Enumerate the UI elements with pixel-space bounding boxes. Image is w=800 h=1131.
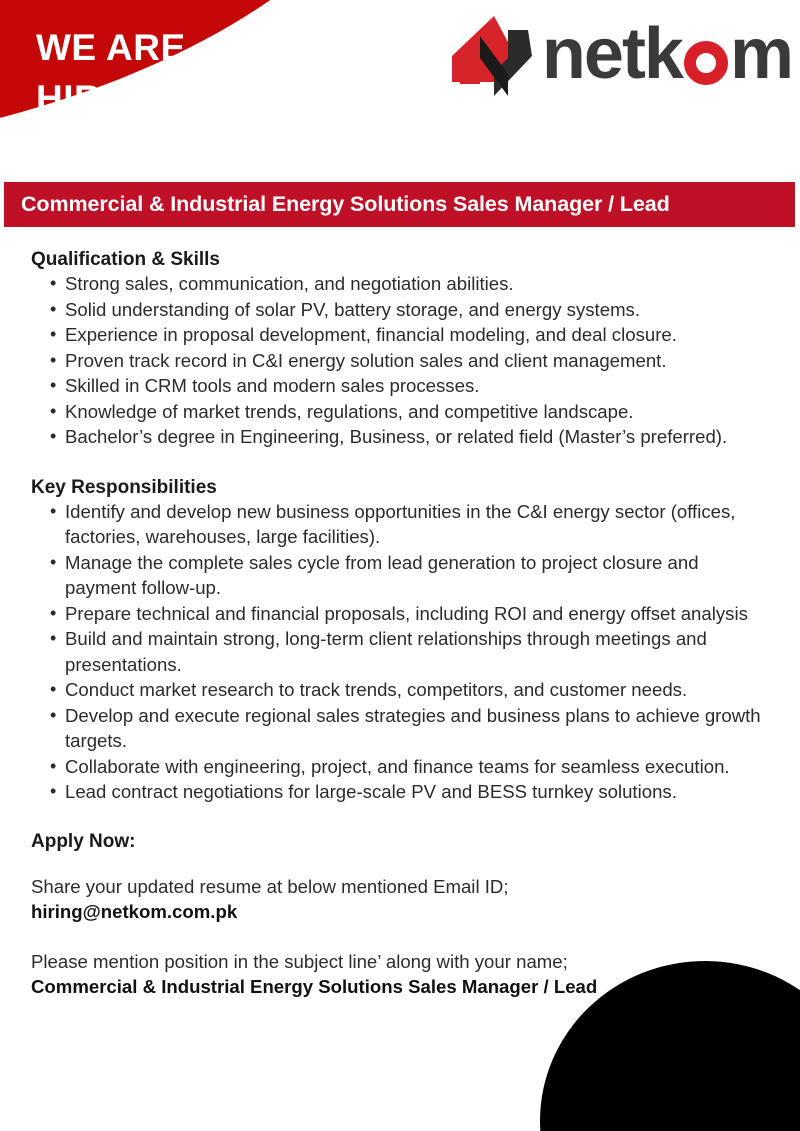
qualifications-list <box>0 271 800 450</box>
apply-spacer <box>0 853 800 874</box>
headline-line-1: WE ARE <box>36 27 186 68</box>
list-item: • Proven track record in C&I energy solution sales and client management. <box>0 348 800 374</box>
responsibilities-list <box>0 499 800 805</box>
poster-body <box>0 227 800 1000</box>
poster-header <box>0 0 800 178</box>
list-item: • Build and maintain strong, long-term client relationships through meetings and presentations. <box>0 626 800 677</box>
list-item: • Experience in proposal development, financial modeling, and deal closure. <box>0 322 800 348</box>
wordmark-o-icon <box>684 41 728 85</box>
list-item: • Prepare technical and financial proposals, including ROI and energy offset analysis <box>0 601 800 627</box>
list-item: • Collaborate with engineering, project, and finance teams for seamless execution. <box>0 754 800 780</box>
job-title: Commercial & Industrial Energy Solutions Sales Manager / Lead <box>21 192 670 216</box>
wordmark-part-1: netk <box>541 14 682 94</box>
list-item: • Develop and execute regional sales strategies and business plans to achieve growth targets. <box>0 703 800 754</box>
wordmark-part-2: m <box>729 14 792 94</box>
responsibilities-heading: Key Responsibilities <box>31 476 217 498</box>
apply-spacer <box>31 925 770 949</box>
section-spacer <box>0 450 800 477</box>
list-item: • Manage the complete sales cycle from lead generation to project closure and payment follow-up. <box>0 550 800 601</box>
job-title-bar <box>4 182 795 227</box>
subject-line-position: Commercial & Industrial Energy Solutions Sales Manager / Lead <box>31 976 598 997</box>
qualifications-heading: Qualification & Skills <box>31 249 220 270</box>
list-item: • Knowledge of market trends, regulations, and competitive landscape. <box>0 399 800 425</box>
netkom-logo <box>446 12 792 100</box>
headline-line-2: HIRING! <box>36 78 182 120</box>
list-item: • Identify and develop new business opportunities in the C&I energy sector (offices, factories, warehouses, large facilities). <box>0 499 800 550</box>
apply-email[interactable]: hiring@netkom.com.pk <box>31 901 238 922</box>
resume-instruction: Share your updated resume at below mentioned Email ID; <box>31 875 509 897</box>
list-item: • Strong sales, communication, and negotiation abilities. <box>0 271 800 297</box>
list-item: • Solid understanding of solar PV, battery storage, and energy systems. <box>0 297 800 323</box>
list-item: • Conduct market research to track trends, competitors, and customer needs. <box>0 677 800 703</box>
netkom-wordmark <box>541 14 792 94</box>
list-item: • Skilled in CRM tools and modern sales processes. <box>0 373 800 399</box>
list-item: • Lead contract negotiations for large-scale PV and BESS turnkey solutions. <box>0 779 800 805</box>
list-item: • Bachelor’s degree in Engineering, Business, or related field (Master’s preferred). <box>0 424 800 450</box>
subject-line-instruction: Please mention position in the subject line’ along with your name; <box>31 950 568 972</box>
headline <box>36 22 186 124</box>
apply-now-heading: Apply Now: <box>31 830 136 852</box>
netkom-n-mark-icon <box>446 12 542 100</box>
section-spacer <box>0 805 800 831</box>
